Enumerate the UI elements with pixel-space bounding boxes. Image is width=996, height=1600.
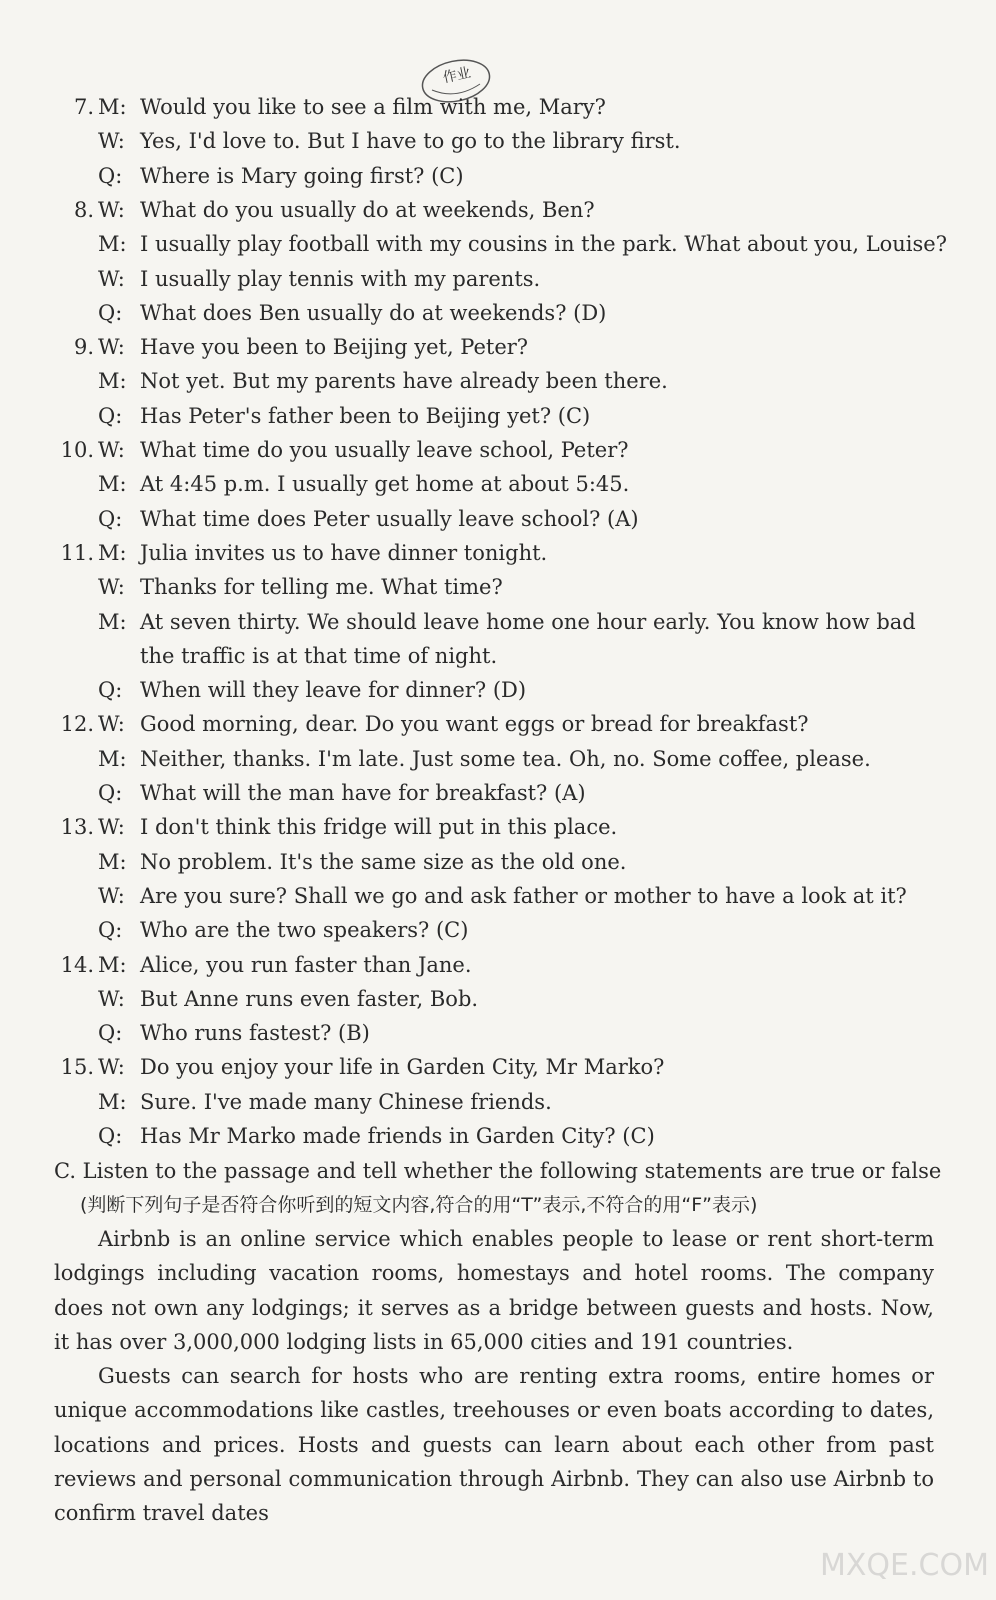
dialogue-line [0, 296, 996, 330]
dialogue-text: Where is Mary going first? (C) [140, 163, 464, 188]
section-c-heading: C. Listen to the passage and tell whether the following statements are true or false [54, 1159, 942, 1183]
question-number: 14. [60, 952, 94, 977]
speaker-label: Q: [98, 678, 123, 703]
dialogue-line [0, 433, 996, 467]
dialogue-line [0, 1016, 996, 1050]
dialogue-line [0, 364, 996, 398]
question-number: 8. [73, 197, 94, 222]
dialogue-text: Who runs fastest? (B) [140, 1021, 370, 1046]
speaker-label: M: [98, 1089, 127, 1114]
speaker-label: M: [98, 232, 127, 257]
speaker-label: Q: [98, 506, 123, 531]
watermark: MXQE.COM [820, 1548, 989, 1583]
question-number: 9. [73, 335, 94, 360]
speaker-label: Q: [98, 300, 123, 325]
dialogue-line [0, 124, 996, 158]
dialogue-text: Have you been to Beijing yet, Peter? [140, 335, 529, 360]
speaker-label: M: [98, 540, 127, 565]
dialogue-text: Julia invites us to have dinner tonight. [140, 540, 548, 565]
dialogue-line [0, 742, 996, 776]
dialogue-line [0, 570, 996, 604]
dialogue-line [0, 467, 996, 501]
speaker-label: Q: [98, 1124, 123, 1148]
speaker-label: W: [98, 712, 125, 737]
dialogue-text: What does Ben usually do at weekends? (D) [140, 300, 607, 325]
dialogue-text: Sure. I've made many Chinese friends. [140, 1089, 552, 1114]
speaker-label: M: [98, 609, 127, 634]
dialogue-line [0, 707, 996, 741]
speaker-label: Q: [98, 1021, 123, 1046]
dialogue-text: Who are the two speakers? (C) [140, 918, 469, 943]
speaker-label: W: [98, 1055, 125, 1080]
dialogue-text: But Anne runs even faster, Bob. [140, 986, 479, 1011]
dialogue-line [0, 262, 996, 296]
speaker-label: M: [98, 952, 127, 977]
speaker-label: M: [98, 369, 127, 394]
passage-paragraph-1: Airbnb is an online service which enables people to lease or rent short-term lodgings including vacation rooms, homestays and hotel rooms. The company does not own any lodgings; it serves as a bridge between guests and hosts. Now, it has over 3,000,000 lodging lists in 65,000 cities and 191 countries. [54, 1227, 934, 1354]
dialogue-line [0, 536, 996, 570]
dialogue-line [0, 639, 996, 673]
dialogue-text: At 4:45 p.m. I usually get home at about 5:45. [140, 472, 630, 497]
question-number: 10. [60, 438, 94, 462]
dialogue-line [0, 982, 996, 1016]
passage [54, 1222, 934, 1531]
speaker-label: W: [98, 575, 125, 600]
dialogue-text: I usually play football with my cousins in the park. What about you, Louise? [140, 232, 947, 257]
speaker-label: Q: [98, 918, 123, 943]
dialogue-line [0, 605, 996, 639]
dialogue-text: Thanks for telling me. What time? [140, 575, 503, 600]
speaker-label: Q: [98, 163, 123, 188]
dialogue-text: Has Mr Marko made friends in Garden City? (C) [140, 1124, 655, 1148]
dialogue-line [0, 159, 996, 193]
dialogue-text: What time do you usually leave school, Peter? [140, 438, 629, 462]
dialogue-text: Good morning, dear. Do you want eggs or bread for breakfast? [140, 712, 809, 737]
dialogue-text: At seven thirty. We should leave home one hour early. You know how bad [140, 609, 916, 634]
question-number: 13. [60, 815, 94, 840]
dialogue-line [0, 913, 996, 947]
dialogue-line [0, 776, 996, 810]
dialogue-text: What will the man have for breakfast? (A) [140, 781, 586, 805]
dialogue-line [0, 227, 996, 261]
dialogue-text: What time does Peter usually leave school? (A) [140, 506, 639, 531]
dialogue-text: Yes, I'd love to. But I have to go to the library first. [140, 129, 681, 154]
dialogue-line [0, 673, 996, 707]
dialogue-text: Not yet. But my parents have already been there. [140, 369, 668, 394]
question-number: 15. [60, 1055, 94, 1080]
dialogue-text: Alice, you run faster than Jane. [140, 952, 472, 977]
dialogue-text: What do you usually do at weekends, Ben? [140, 197, 595, 222]
speaker-label: W: [98, 438, 125, 462]
speaker-label: W: [98, 986, 125, 1011]
dialogue-line [0, 879, 996, 913]
dialogue-line [0, 810, 996, 844]
speaker-label: Q: [98, 403, 123, 428]
dialogue-text: I don't think this fridge will put in this place. [140, 815, 618, 840]
speaker-label: M: [98, 95, 127, 119]
speaker-label: W: [98, 197, 125, 222]
speaker-label: W: [98, 883, 125, 908]
speaker-label: Q: [98, 781, 123, 805]
question-number: 11. [60, 540, 94, 565]
dialogue-line [0, 399, 996, 433]
dialogue-line [0, 502, 996, 536]
dialogue-text: Would you like to see a film with me, Mary? [140, 95, 606, 119]
dialogue-line [0, 90, 996, 124]
dialogue-line [0, 1085, 996, 1119]
dialogue-line [0, 193, 996, 227]
dialogue-text: Are you sure? Shall we go and ask father or mother to have a look at it? [140, 883, 907, 908]
svg-text:作业: 作业 [441, 64, 473, 87]
section-c-instruction: (判断下列句子是否符合你听到的短文内容,符合的用“T”表示,不符合的用“F”表示) [80, 1194, 758, 1216]
dialogue-line [0, 330, 996, 364]
dialogue-text: Do you enjoy your life in Garden City, Mr Marko? [140, 1055, 665, 1080]
dialogue-text: When will they leave for dinner? (D) [140, 678, 527, 703]
speaker-label: W: [98, 266, 125, 291]
dialogue-text: No problem. It's the same size as the old one. [140, 849, 627, 874]
speaker-label: W: [98, 129, 125, 154]
speaker-label: W: [98, 335, 125, 360]
question-number: 12. [60, 712, 94, 737]
dialogue-text: I usually play tennis with my parents. [140, 266, 541, 291]
question-number: 7. [73, 95, 94, 119]
dialogue-text: the traffic is at that time of night. [140, 643, 498, 668]
speaker-label: W: [98, 815, 125, 840]
speaker-label: M: [98, 472, 127, 497]
dialogue-line [0, 1119, 996, 1153]
passage-paragraph-2: Guests can search for hosts who are renting extra rooms, entire homes or unique accommodations like castles, treehouses or even boats according to dates, locations and prices. Hosts and guests can learn about each other from past reviews and personal communication through Airbnb. They can also use Airbnb to confirm travel dates [54, 1364, 934, 1526]
dialogue-line [0, 1050, 996, 1084]
dialogue-line [0, 845, 996, 879]
speaker-label: M: [98, 849, 127, 874]
dialogue-text: Has Peter's father been to Beijing yet? (C) [140, 403, 591, 428]
speaker-label: M: [98, 746, 127, 771]
dialogue-text: Neither, thanks. I'm late. Just some tea. Oh, no. Some coffee, please. [140, 746, 871, 771]
dialogue-line [0, 948, 996, 982]
